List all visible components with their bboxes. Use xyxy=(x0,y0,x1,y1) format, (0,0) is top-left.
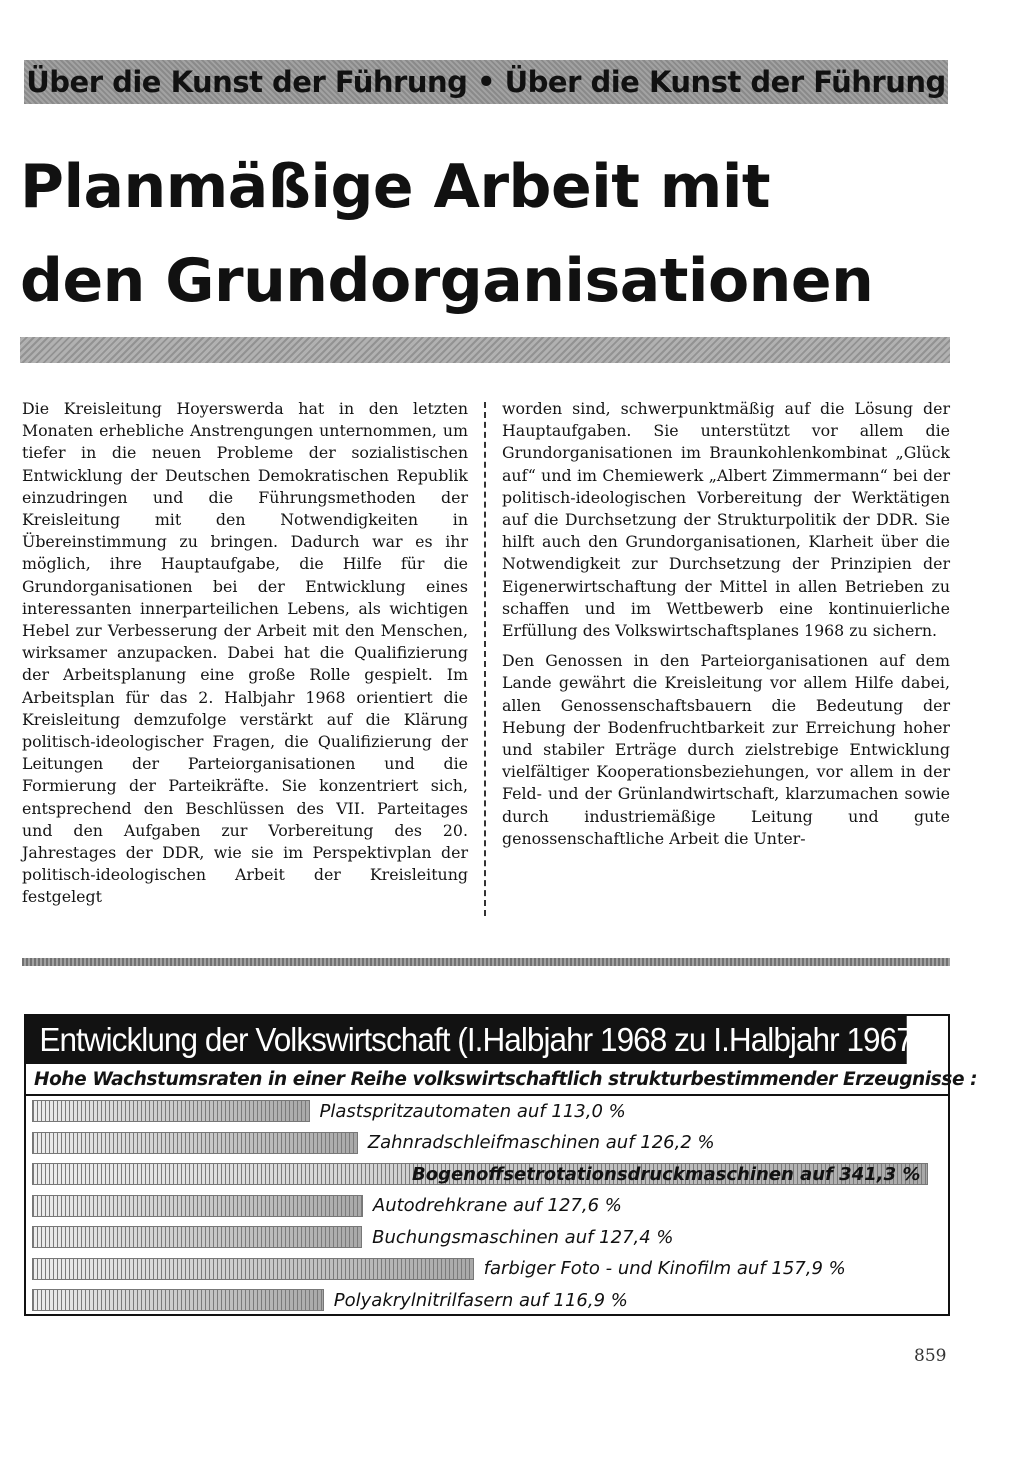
bar-fill xyxy=(32,1100,310,1122)
bar-label: Bogenoffsetrotationsdruckmaschinen auf 341,3 % xyxy=(412,1163,921,1185)
bar-row xyxy=(32,1287,942,1311)
bar-fill xyxy=(32,1289,324,1311)
article-column-right xyxy=(502,398,950,858)
decorative-rule-middle xyxy=(22,958,950,966)
right-paragraph-1: worden sind, schwerpunktmäßig auf die Lösung der Hauptaufgaben. Sie unterstützt vor allem die Grundorganisationen im Braunkohlenkombinat „Glück auf“ und im Chemiewerk „Albert Zimmermann“ bei der politisch-ideologischen Vorbereitung der Werktätigen auf die Durchsetzung der Strukturpolitik der DDR. Sie hilft auch den Grundorganisationen, Klarheit über die Notwendigkeit zur Durchsetzung der Prinzipien der Eigenerwirtschaftung der Mittel in allen Betrieben zu schaffen und im Wettbewerb eine kontinuierliche Erfüllung des Volkswirtschaftsplanes 1968 zu sichern. xyxy=(502,399,950,641)
article-column-left xyxy=(22,398,468,917)
bar-row xyxy=(32,1161,942,1185)
bar-fill xyxy=(32,1132,358,1154)
bar-row xyxy=(32,1098,942,1122)
bar-label: Buchungsmaschinen auf 127,4 % xyxy=(372,1226,674,1248)
chart-title: Entwicklung der Volkswirtschaft (I.Halbjahr 1968 zu I.Halbjahr 1967) xyxy=(26,1016,907,1064)
section-banner: Über die Kunst der Führung • Über die Kunst der Führung xyxy=(24,60,948,104)
chart-subtitle: Hohe Wachstumsraten in einer Reihe volkswirtschaftlich strukturbestimmender Erzeugnisse : xyxy=(26,1064,948,1096)
article-headline xyxy=(20,140,980,328)
page-number: 859 xyxy=(914,1346,947,1366)
bar-label: Zahnradschleifmaschinen auf 126,2 % xyxy=(367,1132,715,1153)
headline-line-1: Planmäßige Arbeit mit xyxy=(20,152,771,222)
right-paragraph-2: Den Genossen in den Parteiorganisationen auf dem Lande gewährt die Kreisleitung vor allem Hilfe dabei, allen Genossenschaftsbauern die Bedeutung der Hebung der Bodenfruchtbarkeit zur Erreichung hoher und stabiler Erträge durch zielstrebige Entwicklung vielfältiger Kooperationsbeziehungen, vor allem in der Feld- und der Grünlandwirtschaft, klarzumachen sowie durch industriemäßige Leitung und gute genossenschaftliche Arbeit die Unter- xyxy=(502,651,950,848)
bar-label: Plastspritzautomaten auf 113,0 % xyxy=(319,1100,626,1122)
column-divider xyxy=(484,402,486,916)
decorative-rule-top xyxy=(20,337,950,363)
bar-label: Polyakrylnitrilfasern auf 116,9 % xyxy=(333,1289,628,1311)
growth-chart xyxy=(24,1014,978,1316)
bar-fill xyxy=(32,1226,362,1248)
bar-row xyxy=(32,1256,942,1280)
bar-label: farbiger Foto - und Kinofilm auf 157,9 % xyxy=(483,1258,846,1279)
left-paragraph: Die Kreisleitung Hoyerswerda hat in den letzten Monaten erhebliche Anstrengungen unternommen, um tiefer in die neuen Probleme der sozialistischen Entwicklung der Deutschen Demokratischen Republik einzudringen und die Führungsmethoden der Kreisleitung mit den Notwendigkeiten in Übereinstimmung zu bringen. Dadurch war es ihr möglich, ihre Hauptaufgabe, die Hilfe für die Grundorganisationen bei der Entwicklung eines interessanten innerparteilichen Lebens, als wichtigen Hebel zur Verbesserung der Arbeit mit den Menschen, wirksamer anzupacken. Dabei hat die Qualifizierung der Arbeitsplanung eine große Rolle gespielt. Im Arbeitsplan für das 2. Halbjahr 1968 orientiert die Kreisleitung demzufolge verstärkt auf die Klärung politisch-ideologischer Fragen, die Qualifizierung der Leitungen der Parteiorganisationen und die Formierung der Parteikräfte. Sie konzentriert sich, entsprechend den Beschlüssen des VII. Parteitages und den Aufgaben zur Vorbereitung des 20. Jahrestages der DDR, wie sie im Perspektivplan der politisch-ideologischen Arbeit der Kreisleitung festgelegt xyxy=(22,399,468,907)
bar-fill xyxy=(32,1195,363,1217)
headline-line-2: den Grundorganisationen xyxy=(20,246,874,316)
bar-row xyxy=(32,1224,942,1248)
bar-label: Autodrehkrane auf 127,6 % xyxy=(372,1195,622,1216)
bar-row xyxy=(32,1130,942,1154)
bar-fill xyxy=(32,1258,474,1280)
bar-row xyxy=(32,1193,942,1217)
